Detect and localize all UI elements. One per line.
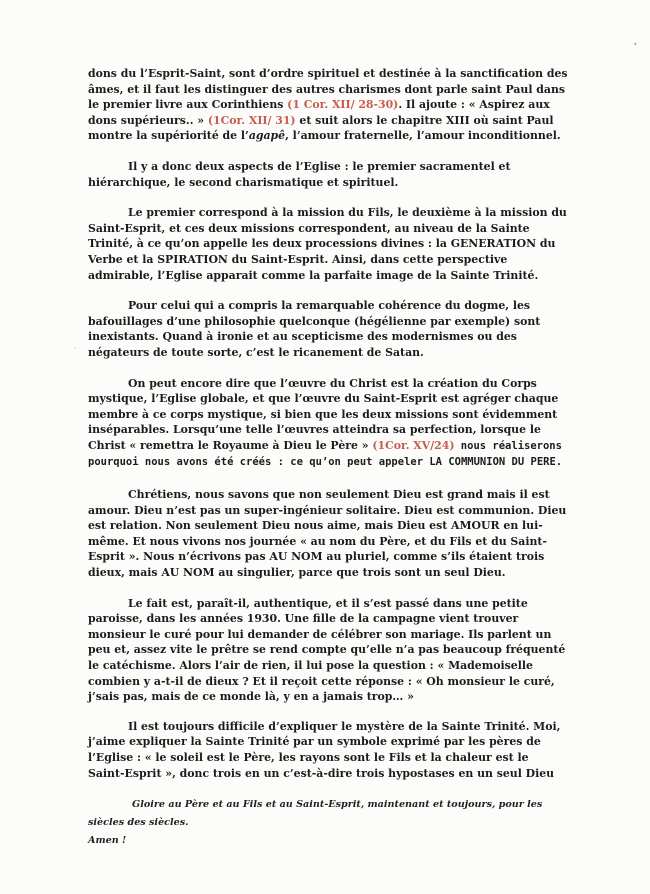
doxology-line: Gloire au Père et au Fils et au Saint-Esprit, maintenant et toujours, pour les siècles des siècles. — [88, 799, 543, 829]
bible-reference: (1Cor. XV/24) — [372, 438, 455, 452]
text: , l’amour fraternelle, l’amour inconditionnel. — [285, 129, 561, 143]
paragraph-oeuvre-christ — [88, 376, 568, 472]
paragraph-anecdote: Le fait est, paraît-il, authentique, et il s’est passé dans une petite paroisse, dans les années 1930. Une fille de la campagne vient trouver monsieur le curé pour lui demander de célébrer son mariage. Ils parlent un peu et, assez vite le prêtre se rend compte qu’elle n’a pas beaucoup fréquenté le catéchisme. Alors l’air de rien, il lui pose la question : « Mademoiselle combien y a-t-il de dieux ? Et il reçoit cette réponse : « Oh monsieur le curé, j’sais pas, mais de ce monde là, y en a jamais trop… » — [88, 596, 566, 704]
document-body — [88, 66, 568, 850]
text: et suit alors le chapitre XIII où saint Paul montre la supériorité de l’ — [88, 113, 554, 143]
paragraph-dogme: Pour celui qui a compris la remarquable cohérence du dogme, les bafouillages d’une philosophie quelconque (hégélienne par exemple) sont inexistants. Quand à ironie et au scepticisme des modernismes ou des négateurs de toute sorte, c’est le ricanement de Satan. — [88, 299, 541, 359]
paragraph-charismes — [88, 66, 568, 144]
text: dons du l’Esprit-Saint, sont d’ordre spirituel et destinée à la sanctification des âmes, et il faut les distinguer des autres charismes dont parle saint Paul dans le premier livre aux Corinthiens — [88, 67, 568, 112]
text: nous réaliserons pourquoi nous avons été créés : ce qu’on peut appeler LA COMMUNION DU PERE. — [88, 439, 563, 469]
text: On peut encore dire que l’œuvre du Christ est la création du Corps mystique, l’Eglise globale, et que l’œuvre du Saint-Esprit est agréger chaque membre à ce corps mystique, si bien que les deux missions sont évidemment inséparables. Lorsqu’une telle l’œuvres atteindra sa perfection, lorsque le Christ « remettra le Royaume à Dieu le Père » — [88, 376, 559, 452]
closing-doxology — [88, 796, 568, 850]
scan-speck: • — [633, 40, 638, 49]
bible-reference: (1Cor. XII/ 31) — [207, 113, 296, 127]
paragraph-missions: Le premier correspond à la mission du Fils, le deuxième à la mission du Saint-Esprit, et ces deux missions correspondent, au niveau de la Sainte Trinité, à ce qu’on appelle les deux processions divines : la GENERATION du Verbe et la SPIRATION du Saint-Esprit. Ainsi, dans cette perspective admirable, l’Eglise apparait comme la parfaite image de la Sainte Trinité. — [88, 206, 567, 282]
bible-reference: (1 Cor. XII/ 28-30) — [287, 98, 399, 112]
paragraph-sainte-trinite: Il est toujours difficile d’expliquer le mystère de la Sainte Trinité. Moi, j’aime expliquer la Sainte Trinité par un symbole exprimé par les pères de l’Eglise : « le soleil est le Père, les rayons sont le Fils et la chaleur est le Saint-Esprit », donc trois en un c’est-à-dire trois hypostases en un seul Dieu — [88, 719, 561, 780]
amen-line: Amen ! — [88, 835, 127, 847]
paragraph-dieu-amour: Chrétiens, nous savons que non seulement Dieu est grand mais il est amour. Dieu n’est pas un super-ingénieur solitaire. Dieu est communion. Dieu est relation. Non seulement Dieu nous aime, mais Dieu est AMOUR en lui-même. Et nous vivons nos journée « au nom du Père, et du Fils et du Saint-Esprit ». Nous n’écrivons pas AU NOM au pluriel, comme s’ils étaient trois dieux, mais AU NOM au singulier, parce que trois sont un seul Dieu. — [88, 488, 567, 580]
scan-speck: ˏ — [73, 340, 77, 349]
agape-word: agapê — [248, 129, 286, 143]
text: . Il ajoute : « Aspirez aux dons supérieurs.. » — [88, 98, 550, 127]
paragraph-deux-aspects: Il y a donc deux aspects de l’Eglise : le premier sacramentel et hiérarchique, le second charismatique et spirituel. — [88, 159, 511, 189]
